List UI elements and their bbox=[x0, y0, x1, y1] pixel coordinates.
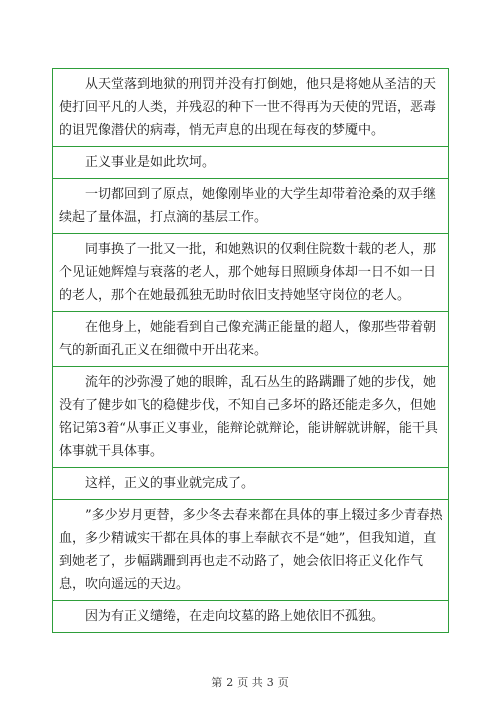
current-page-number: 2 bbox=[226, 676, 234, 689]
paragraph-8: ”多少岁月更替，多少冬去春来都在具体的事上辍过多少青春热血，多少精诚实干都在具体的事上奉献衣不是“她”，但我知道，直到她老了，步幅蹒跚到再也走不动路了，她会依旧将正义化作气息，吹向遥远的天边。 bbox=[53, 500, 449, 601]
total-page-number: 3 bbox=[266, 676, 274, 689]
table-row bbox=[53, 500, 449, 601]
paragraph-3: 一切都回到了原点，她像刚毕业的大学生却带着沧桑的双手继续起了量体温，打点滴的基层工作。 bbox=[53, 179, 449, 234]
paragraph-7: 这样，正义的事业就完成了。 bbox=[53, 468, 449, 500]
table-row bbox=[53, 179, 449, 234]
table-row bbox=[53, 234, 449, 312]
paragraph-4: 同事换了一批又一批，和她熟识的仅剩住院数十载的老人，那个见证她辉煌与衰落的老人，那个她每日照顾身体却一日不如一日的老人，那个在她最孤独无助时依旧支持她坚守岗位的老人。 bbox=[53, 234, 449, 312]
paragraph-5: 在他身上，她能看到自己像充满正能量的超人，像那些带着朝气的新面孔正义在细微中开出花来。 bbox=[53, 312, 449, 367]
table-row bbox=[53, 601, 449, 633]
footer-middle: 页 共 bbox=[237, 676, 263, 689]
paragraph-2: 正义事业是如此坎坷。 bbox=[53, 147, 449, 179]
table-row bbox=[53, 69, 449, 147]
table-row bbox=[53, 468, 449, 500]
table-row bbox=[53, 147, 449, 179]
footer-prefix: 第 bbox=[211, 676, 223, 689]
table-row bbox=[53, 367, 449, 468]
content-table bbox=[52, 68, 449, 633]
footer-suffix: 页 bbox=[277, 676, 289, 689]
paragraph-6: 流年的沙弥漫了她的眼眸，乱石丛生的路蹒跚了她的步伐，她没有了健步如飞的稳健步伐，不知自己多坏的路还能走多久，但她铭记第3着“从事正义事业，能辩论就辩论，能讲解就讲解，能干具体事就干具体事。 bbox=[53, 367, 449, 468]
page-footer bbox=[0, 674, 500, 690]
paragraph-1: 从天堂落到地狱的刑罚并没有打倒她，他只是将她从圣洁的天使打回平凡的人类，并残忍的种下一世不得再为天使的咒语，恶毒的诅咒像潜伏的病毒，悄无声息的出现在每夜的梦魇中。 bbox=[53, 69, 449, 147]
paragraph-9: 因为有正义缱绻，在走向坟墓的路上她依旧不孤独。 bbox=[53, 601, 449, 633]
table-row bbox=[53, 312, 449, 367]
